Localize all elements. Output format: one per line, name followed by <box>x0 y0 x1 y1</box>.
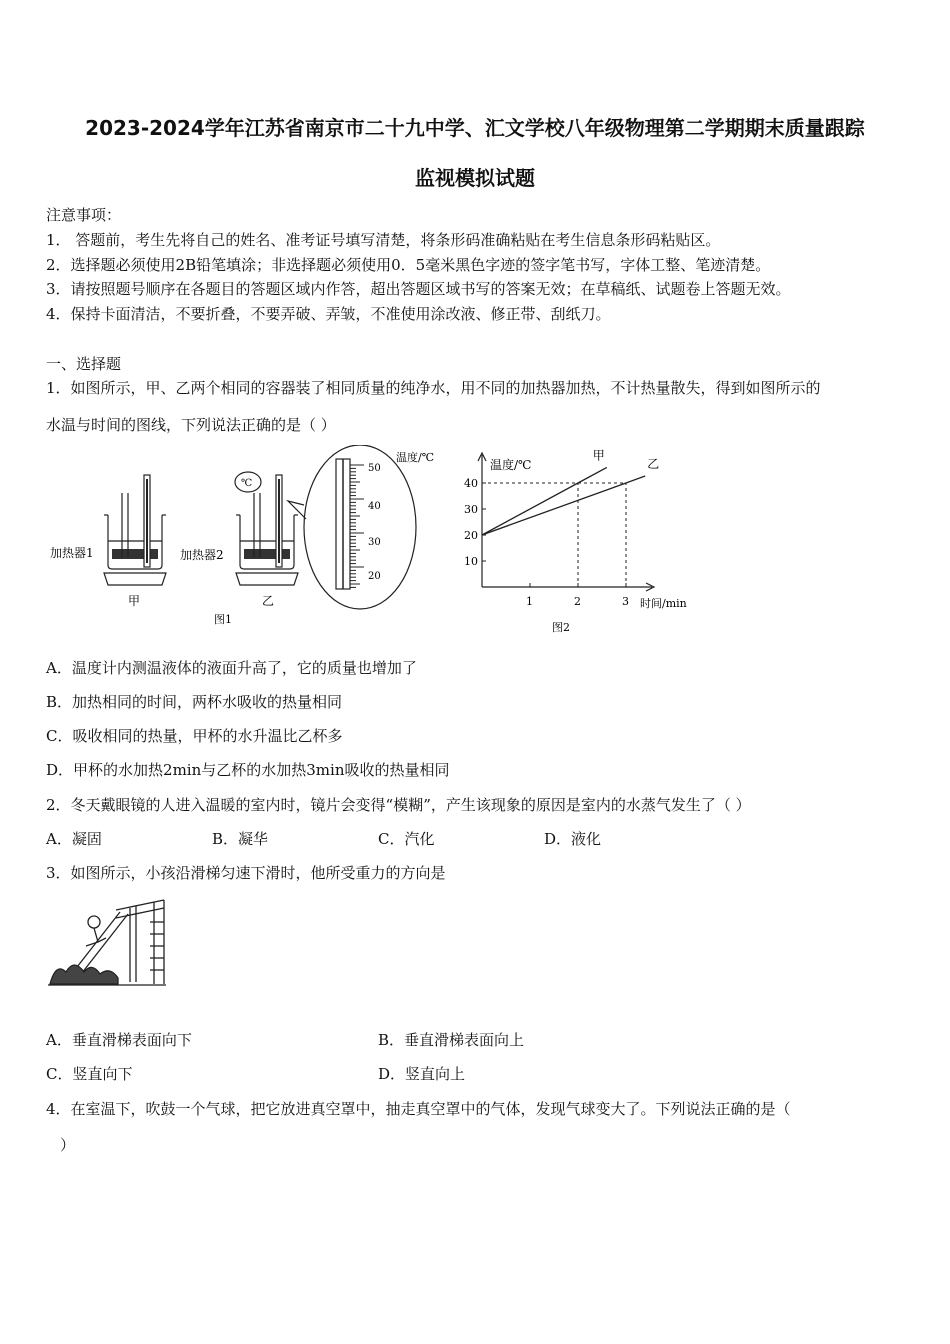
notes-heading: 注意事项： <box>46 206 122 224</box>
scale-label: 温度/℃ <box>396 451 435 464</box>
q3-option-c[interactable]: C．竖直向下 <box>46 1065 133 1083</box>
figure-1 <box>46 445 456 635</box>
chart-ylabel: 温度/℃ <box>490 458 532 472</box>
chart-series-label: 乙 <box>647 456 660 471</box>
q3-option-a[interactable]: A．垂直滑梯表面向下 <box>46 1031 192 1049</box>
exam-title-line1: 2023-2024学年江苏省南京市二十九中学、汇文学校八年级物理第二学期期末质量跟踪 <box>85 116 865 140</box>
q1-stem-line1: 1．如图所示，甲、乙两个相同的容器装了相同质量的纯净水，用不同的加热器加热，不计热量散失，得到如图所示的 <box>46 379 821 397</box>
label-jia: 甲 <box>128 594 141 608</box>
note-item: 4．保持卡面清洁，不要折叠，不要弄破、弄皱，不准使用涂改液、修正带、刮纸刀。 <box>46 305 611 323</box>
note-item: 1． 答题前，考生先将自己的姓名、准考证号填写清楚，将条形码准确粘贴在考生信息条形码粘贴区。 <box>46 231 721 249</box>
chart-ytick-label: 30 <box>464 503 478 516</box>
note-item: 3．请按照题号顺序在各题目的答题区域内作答，超出答题区域书写的答案无效；在草稿纸、试题卷上答题无效。 <box>46 280 791 298</box>
chart-xtick-label: 1 <box>526 595 533 608</box>
figure-2-chart <box>456 445 706 635</box>
slide-illustration <box>46 892 168 988</box>
chart-series-line-yi <box>482 476 645 535</box>
chart-title: 图2 <box>552 621 570 634</box>
scale-tick-50: 50 <box>368 463 381 474</box>
scale-ticks <box>350 465 364 587</box>
q1-option-d[interactable]: D．甲杯的水加热2min与乙杯的水加热3min吸收的热量相同 <box>46 761 450 779</box>
beaker-jia <box>104 475 166 585</box>
q3-option-b[interactable]: B．垂直滑梯表面向上 <box>378 1031 525 1049</box>
q4-stem-line2: ） <box>60 1136 76 1154</box>
q3-stem: 3．如图所示，小孩沿滑梯匀速下滑时，他所受重力的方向是 <box>46 864 446 882</box>
note-item: 2．选择题必须使用2B铅笔填涂；非选择题必须使用0．5毫米黑色字迹的签字笔书写，字体工整、笔迹清楚。 <box>46 256 771 274</box>
chart-axes <box>478 453 654 591</box>
q2-option-c[interactable]: C．汽化 <box>378 830 435 848</box>
heater1-label: 加热器1 <box>50 546 94 560</box>
chart-series-label: 甲 <box>592 448 605 463</box>
chart-xtick-label: 2 <box>574 595 581 608</box>
exam-title-line2: 监视模拟试题 <box>415 166 535 190</box>
chart-series-line-jia <box>482 467 607 535</box>
scale-tick-40: 40 <box>368 501 381 512</box>
q3-option-d[interactable]: D．竖直向上 <box>378 1065 466 1083</box>
q2-option-a[interactable]: A．凝固 <box>46 830 102 848</box>
label-yi: 乙 <box>262 594 275 608</box>
q1-option-c[interactable]: C．吸收相同的热量，甲杯的水升温比乙杯多 <box>46 727 343 745</box>
q2-stem: 2．冬天戴眼镜的人进入温暖的室内时，镜片会变得“模糊”，产生该现象的原因是室内的水蒸气发生了（ ） <box>46 796 751 814</box>
figure1-caption: 图1 <box>214 613 232 626</box>
q4-stem-line1: 4．在室温下，吹鼓一个气球，把它放进真空罩中，抽走真空罩中的气体，发现气球变大了。下列说法正确的是（ <box>46 1100 791 1118</box>
heater2-label: 加热器2 <box>180 548 224 562</box>
chart-ytick-label: 20 <box>464 529 478 542</box>
scale-tick-20: 20 <box>368 571 381 582</box>
scale-tick-30: 30 <box>368 537 381 548</box>
q1-option-b[interactable]: B．加热相同的时间，两杯水吸收的热量相同 <box>46 693 343 711</box>
q2-option-b[interactable]: B．凝华 <box>212 830 269 848</box>
q2-option-d[interactable]: D．液化 <box>544 830 602 848</box>
section-heading: 一、选择题 <box>46 355 122 373</box>
chart-xtick-label: 3 <box>622 595 629 608</box>
thermometer-unit: ℃ <box>241 478 253 489</box>
chart-ytick-label: 10 <box>464 555 478 568</box>
q1-option-a[interactable]: A．温度计内测温液体的液面升高了，它的质量也增加了 <box>46 659 417 677</box>
chart-ytick-label: 40 <box>464 477 478 490</box>
chart-xlabel: 时间/min <box>640 597 687 610</box>
q1-stem-line2: 水温与时间的图线，下列说法正确的是（ ） <box>46 416 336 434</box>
